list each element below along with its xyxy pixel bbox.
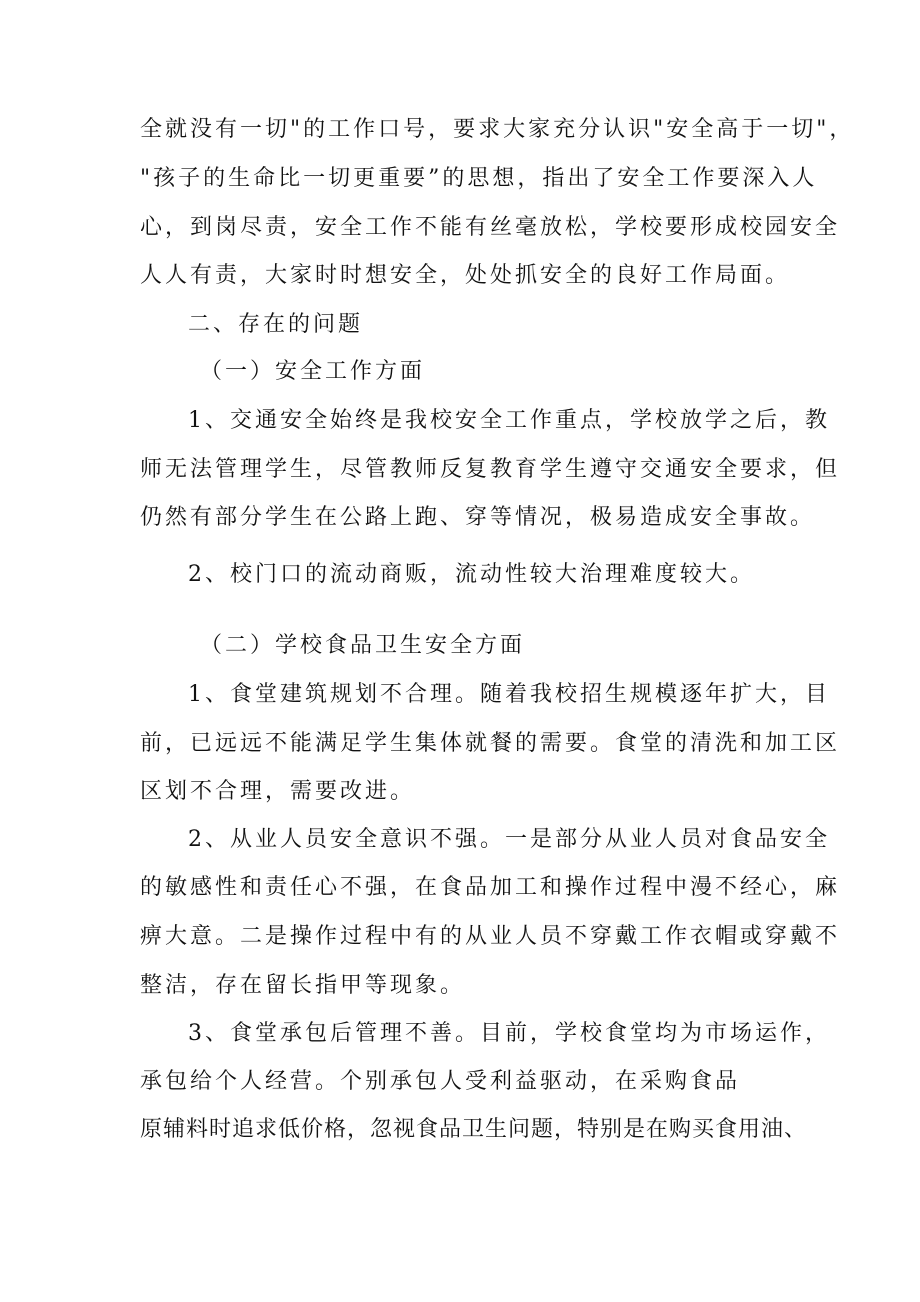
paragraph-line: 师无法管理学生，尽管教师反复教育学生遵守交通安全要求，但 (140, 457, 841, 482)
paragraph-line: 全就没有一切"的工作口号，要求大家充分认识"安全高于一切"， (140, 117, 855, 142)
paragraph-line: 痹大意。二是操作过程中有的从业人员不穿戴工作衣帽或穿戴不 (140, 924, 841, 949)
paragraph-line: 承包给个人经营。个别承包人受利益驱动，在采购食品 (140, 1069, 741, 1094)
paragraph-line: "孩子的生命比一切更重要”的思想，指出了安全工作要深入人 (140, 166, 818, 191)
paragraph-line: 原辅料时追求低价格，忽视食品卫生问题，特别是在购买食用油、 (140, 1117, 808, 1142)
paragraph-line: 前，已远远不能满足学生集体就餐的需要。食堂的清洗和加工区 (140, 731, 841, 756)
paragraph-line: 1、交通安全始终是我校安全工作重点，学校放学之后，教 (188, 408, 830, 433)
paragraph-line: 区划不合理，需要改进。 (140, 779, 416, 804)
subsection-heading: （一）安全工作方面 (200, 359, 426, 384)
paragraph-line: 仍然有部分学生在公路上跑、穿等情况，极易造成安全事故。 (140, 505, 816, 530)
paragraph-line: 的敏感性和责任心不强，在食品加工和操作过程中漫不经心，麻 (140, 875, 841, 900)
paragraph-line: 1、食堂建筑规划不合理。随着我校招生规模逐年扩大，目 (188, 682, 830, 707)
paragraph-line: 人人有责，大家时时想安全，处处抓安全的良好工作局面。 (140, 263, 791, 288)
paragraph-line: 2、从业人员安全意识不强。一是部分从业人员对食品安全 (188, 827, 830, 852)
subsection-heading: （二）学校食品卫生安全方面 (200, 633, 526, 658)
paragraph-line: 整洁，存在留长指甲等现象。 (140, 973, 466, 998)
section-heading: 二、存在的问题 (188, 312, 364, 337)
paragraph-line: 心，到岗尽责，安全工作不能有丝毫放松，学校要形成校园安全 (140, 215, 841, 240)
paragraph-line: 2、校门口的流动商贩，流动性较大治理难度较大。 (188, 562, 755, 587)
paragraph-line: 3、食堂承包后管理不善。目前，学校食堂均为市场运作， (188, 1021, 830, 1046)
